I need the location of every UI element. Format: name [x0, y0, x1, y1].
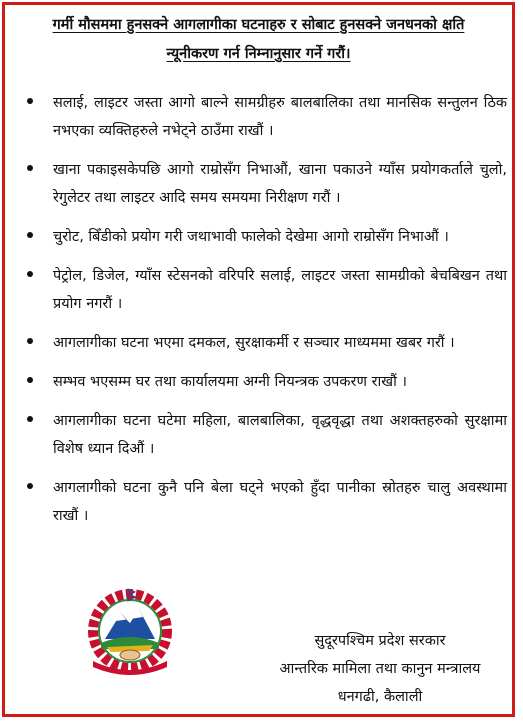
bullet-icon: [27, 338, 33, 344]
list-item: खाना पकाइसकेपछि आगो राम्रोसँग निभाऔं, खाना पकाउने ग्याँस प्रयोगकर्ताले चुलो, रेगुलेटर तथा लाइटर आदि समय समयमा निरीक्षण गरौं ।: [23, 156, 507, 212]
notice-frame: [2, 2, 515, 717]
issuer-block: [245, 627, 515, 711]
notice-title: [5, 11, 512, 69]
bullet-icon: [27, 165, 33, 171]
notice-title-line-1: गर्मी मौसममा हुनसक्ने आगलागीका घटनाहरु र सोबाट हुनसक्ने जनधनको क्षति: [52, 17, 465, 33]
notice-title-line-2: न्यूनीकरण गर्न निम्नानुसार गर्ने गरौं।: [166, 46, 351, 62]
bullet-icon: [27, 271, 33, 277]
notice-list: [23, 89, 507, 541]
list-item: आगलागीका घटना भएमा दमकल, सुरक्षाकर्मी र सञ्चार माध्यममा खबर गरौं ।: [23, 329, 507, 357]
list-item: सलाई, लाइटर जस्ता आगो बाल्ने सामग्रीहरु बालबालिका तथा मानसिक सन्तुलन ठिक नभएका व्यक्तिहरुले नभेट्ने ठाउँमा राखौं ।: [23, 89, 507, 145]
issuer-location: धनगढी, कैलाली: [337, 689, 423, 705]
list-item: आगलागीको घटना कुनै पनि बेला घट्ने भएको हुँदा पानीका स्रोतहरु चालु अवस्थामा राखौं ।: [23, 474, 507, 530]
issuer-government: सुदूरपश्चिम प्रदेश सरकार: [314, 633, 446, 649]
issuer-ministry: आन्तरिक मामिला तथा कानुन मन्त्रालय: [279, 661, 481, 677]
list-item: पेट्रोल, डिजेल, ग्याँस स्टेसनको वरिपरि सलाई, लाइटर जस्ता सामग्रीको बेचबिखन तथा प्रयोग नगरौं ।: [23, 262, 507, 318]
list-item: चुरोट, बिँडीको प्रयोग गरी जथाभावी फालेको देखेमा आगो राम्रोसँग निभाऔं ।: [23, 223, 507, 251]
bullet-icon: [27, 483, 33, 489]
list-item: आगलागीका घटना घटेमा महिला, बालबालिका, वृद्धवृद्धा तथा अशक्तहरुको सुरक्षामा विशेष ध्यान दिऔं ।: [23, 407, 507, 463]
bullet-icon: [27, 98, 33, 104]
bullet-icon: [27, 232, 33, 238]
nepal-emblem-icon: [83, 587, 178, 677]
list-item: सम्भव भएसम्म घर तथा कार्यालयमा अग्नी नियन्त्रक उपकरण राखौं ।: [23, 368, 507, 396]
bullet-icon: [27, 377, 33, 383]
bullet-icon: [27, 416, 33, 422]
